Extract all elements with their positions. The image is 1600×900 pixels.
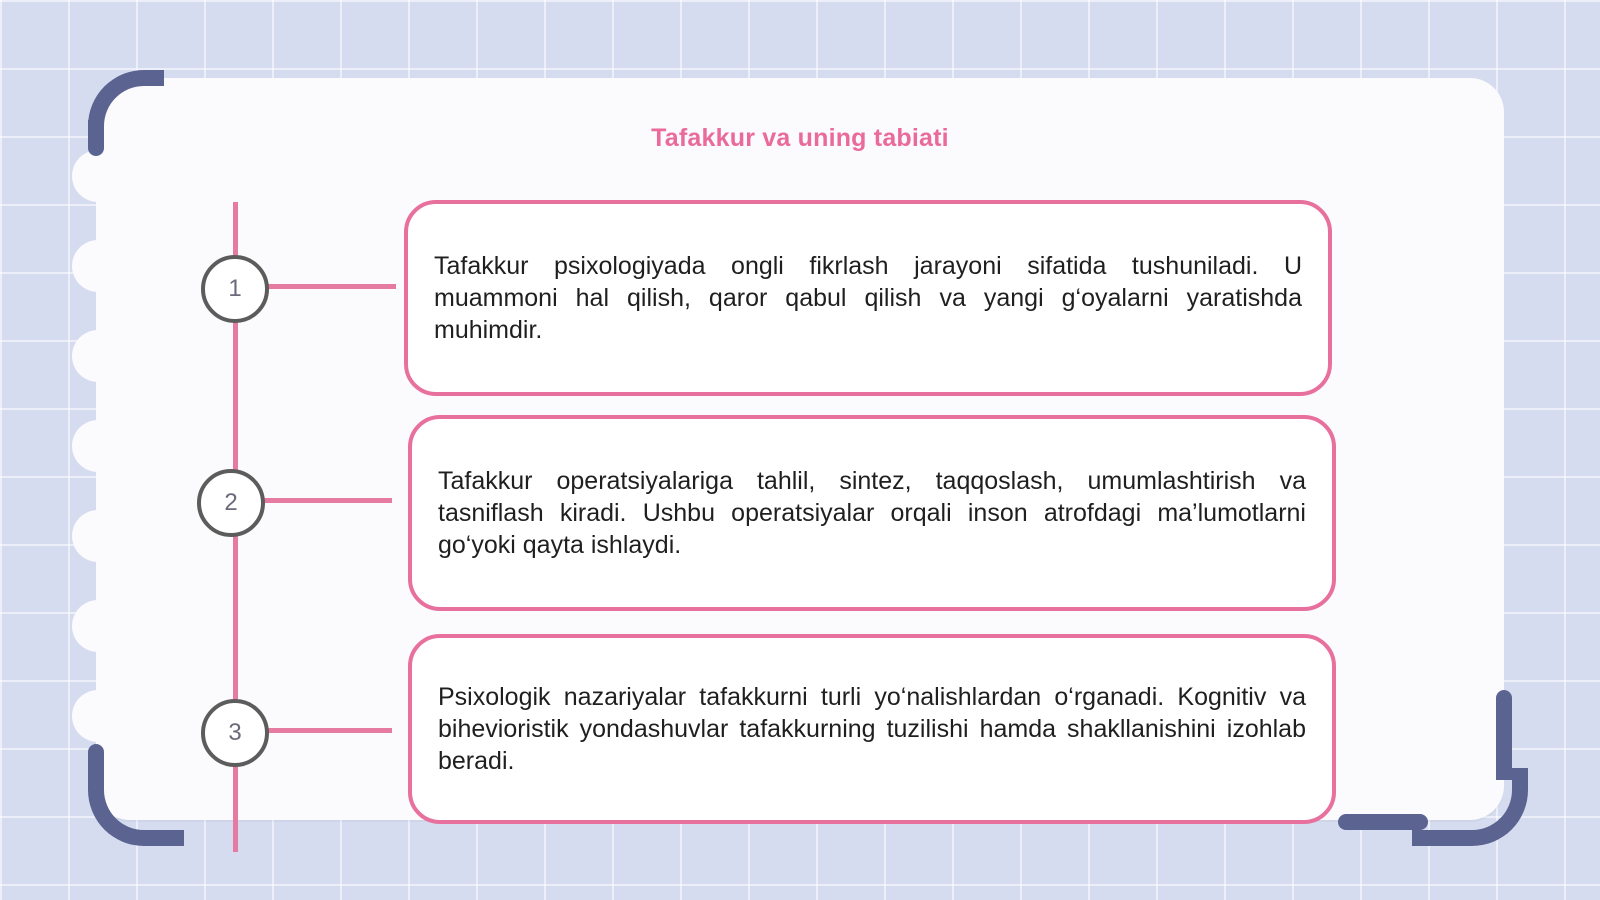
slide-title: Tafakkur va uning tabiati — [651, 124, 949, 152]
timeline-number: 1 — [228, 275, 242, 302]
point-text: Psixologik nazariyalar tafakkurni turli yo‘nalishlardan o‘rganadi. Kognitiv va bihevioristik yondashuvlar tafakkurning tuzilishi hamda shakllanishini izohlab beradi. — [438, 683, 1306, 775]
timeline-number-circle — [201, 255, 269, 323]
paper-tab — [72, 150, 128, 202]
timeline-connector — [268, 284, 396, 289]
timeline-connector — [264, 498, 392, 503]
corner-bracket-bottom-right — [1338, 814, 1428, 830]
timeline-number: 2 — [224, 489, 238, 516]
paper-tab — [72, 690, 128, 742]
paper-tab — [72, 240, 128, 292]
timeline-number-circle — [197, 469, 265, 537]
point-card — [404, 200, 1332, 396]
paper-tab — [72, 330, 128, 382]
timeline-connector — [268, 728, 392, 733]
point-card — [408, 415, 1336, 611]
corner-bracket-bottom-left — [88, 744, 104, 784]
point-text: Tafakkur psixologiyada ongli fikrlash jarayoni sifatida tushuniladi. U muammoni hal qilish, qaror qabul qilish va yangi g‘oyalarni yaratishda muhimdir. — [434, 252, 1302, 344]
timeline-number-circle — [201, 699, 269, 767]
point-text: Tafakkur operatsiyalariga tahlil, sintez, taqqoslash, umumlashtirish va tasniflash kiradi. Ushbu operatsiyalar orqali inson atrofdagi ma’lumotlarni go‘yoki qayta ishlaydi. — [438, 467, 1306, 559]
timeline-number: 3 — [228, 719, 242, 746]
paper-tab — [72, 600, 128, 652]
point-card — [408, 634, 1336, 824]
corner-bracket-bottom-right — [1496, 690, 1512, 780]
paper-tab — [72, 420, 128, 472]
paper-tab — [72, 510, 128, 562]
